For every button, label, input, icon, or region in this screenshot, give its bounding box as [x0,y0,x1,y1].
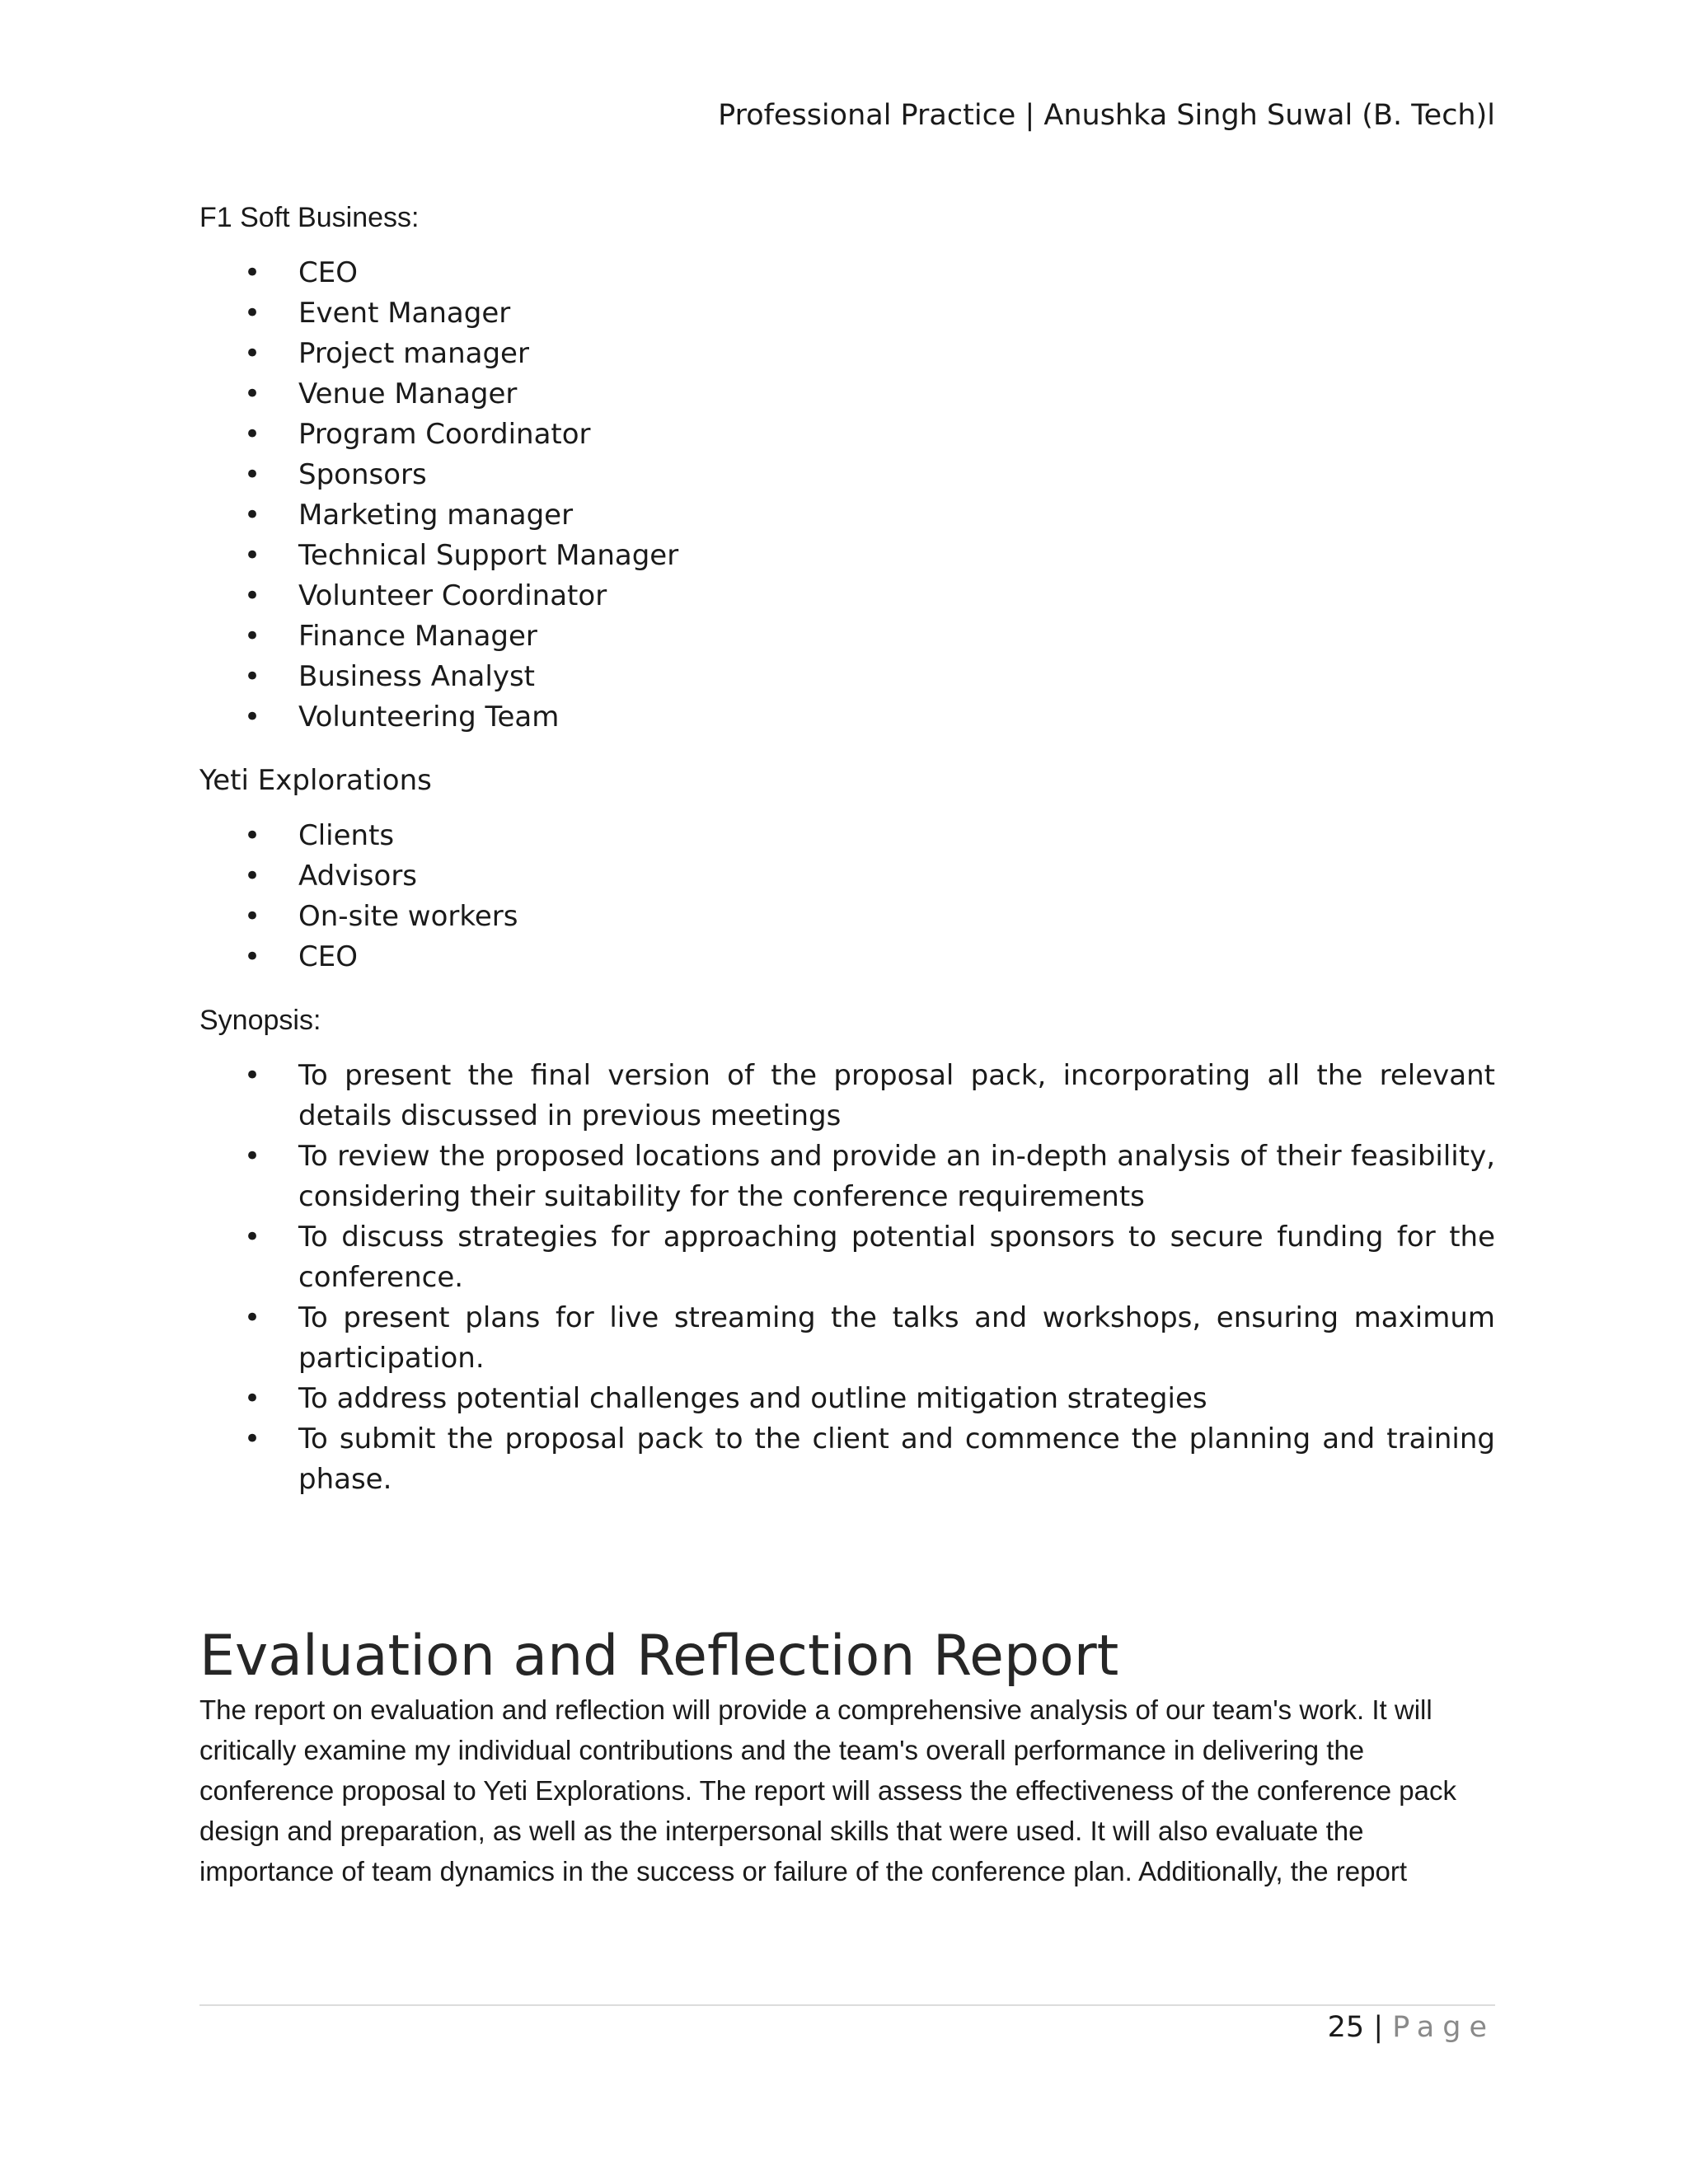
list-item [199,697,1495,738]
bullet-glyph: • [244,900,261,933]
list-item [199,937,1495,977]
list-item-text: Clients [298,819,395,852]
list-item-text: On-site workers [298,900,518,933]
page-header: Professional Practice | Anushka Singh Suwal (B. Tech)l [718,99,1495,132]
paragraph-line: conference proposal to Yeti Explorations. The report will assess the effectiveness of the conference pack [199,1775,1457,1806]
list-item [199,1379,1495,1419]
bullet-glyph: • [244,418,261,451]
paragraph-line: critically examine my individual contributions and the team's overall performance in delivering the [199,1735,1365,1765]
list-item [199,616,1495,657]
list-item [199,657,1495,697]
synopsis-list [199,1056,1495,1500]
paragraph-line: The report on evaluation and reflection will provide a comprehensive analysis of our team's work. It will [199,1694,1432,1725]
bullet-glyph: • [244,579,261,612]
list-item-text: Finance Manager [298,620,537,653]
list-item [199,334,1495,374]
synopsis-label: Synopsis: [199,1005,321,1036]
list-item-text: To present the final version of the proposal pack, incorporating all the relevant details discussed in previous meetings [298,1059,1495,1132]
list-item-text: Technical Support Manager [298,539,679,572]
list-item [199,856,1495,897]
bullet-glyph: • [244,660,261,693]
bullet-glyph: • [244,256,261,289]
bullet-glyph: • [244,620,261,653]
list-item-text: Program Coordinator [298,418,591,451]
bullet-glyph: • [244,499,261,532]
evaluation-title: Evaluation and Reflection Report [199,1624,1119,1689]
f1-soft-label: F1 Soft Business: [199,202,420,233]
list-item-text: Volunteering Team [298,701,560,733]
list-item-text: CEO [298,256,358,289]
list-item-text: Volunteer Coordinator [298,579,607,612]
paragraph-line: importance of team dynamics in the success or failure of the conference plan. Additionally, the report [199,1856,1408,1886]
page-number: 25 [1327,2011,1365,2044]
list-item-text: Project manager [298,337,529,370]
list-item [199,374,1495,415]
bullet-glyph: • [244,701,261,733]
list-item [199,1056,1495,1137]
list-item-text: Venue Manager [298,377,518,410]
list-item-text: To present plans for live streaming the talks and workshops, ensuring maximum participation. [298,1301,1495,1375]
list-item-text: To review the proposed locations and provide an in-depth analysis of their feasibility, considering their suitability for the conference requirements [298,1140,1495,1213]
bullet-glyph: • [244,297,261,330]
list-item [199,576,1495,616]
bullet-glyph: • [244,1140,261,1173]
footer-separator: | [1373,2011,1384,2044]
footer-divider [199,2004,1495,2006]
list-item [199,293,1495,334]
page-word: Page [1392,2011,1495,2044]
bullet-glyph: • [244,539,261,572]
list-item-text: To address potential challenges and outline mitigation strategies [298,1382,1207,1415]
bullet-glyph: • [244,337,261,370]
list-item-text: To submit the proposal pack to the client and commence the planning and training phase. [298,1422,1495,1496]
list-item-text: Business Analyst [298,660,535,693]
list-item [199,415,1495,455]
list-item-text: CEO [298,940,358,973]
list-item-text: Event Manager [298,297,511,330]
yeti-label: Yeti Explorations [199,764,432,797]
bullet-glyph: • [244,377,261,410]
evaluation-paragraph [199,1690,1495,1891]
bullet-glyph: • [244,1422,261,1455]
bullet-glyph: • [244,458,261,491]
yeti-list [199,816,1495,977]
list-item-text: Advisors [298,860,418,893]
list-item [199,495,1495,536]
list-item [199,1298,1495,1379]
f1-soft-list [199,253,1495,738]
list-item [199,897,1495,937]
list-item [199,1419,1495,1500]
bullet-glyph: • [244,819,261,852]
bullet-glyph: • [244,940,261,973]
bullet-glyph: • [244,1059,261,1092]
bullet-glyph: • [244,1382,261,1415]
list-item [199,253,1495,293]
page-content [199,198,1495,1891]
list-item-text: To discuss strategies for approaching potential sponsors to secure funding for the conference. [298,1221,1495,1294]
page-footer [1328,2011,1495,2044]
paragraph-line: design and preparation, as well as the interpersonal skills that were used. It will also evaluate the [199,1816,1364,1846]
list-item [199,1217,1495,1298]
list-item [199,816,1495,856]
bullet-glyph: • [244,1301,261,1334]
bullet-glyph: • [244,1221,261,1254]
list-item-text: Sponsors [298,458,427,491]
bullet-glyph: • [244,860,261,893]
list-item [199,455,1495,495]
list-item [199,1137,1495,1217]
list-item-text: Marketing manager [298,499,574,532]
list-item [199,536,1495,576]
